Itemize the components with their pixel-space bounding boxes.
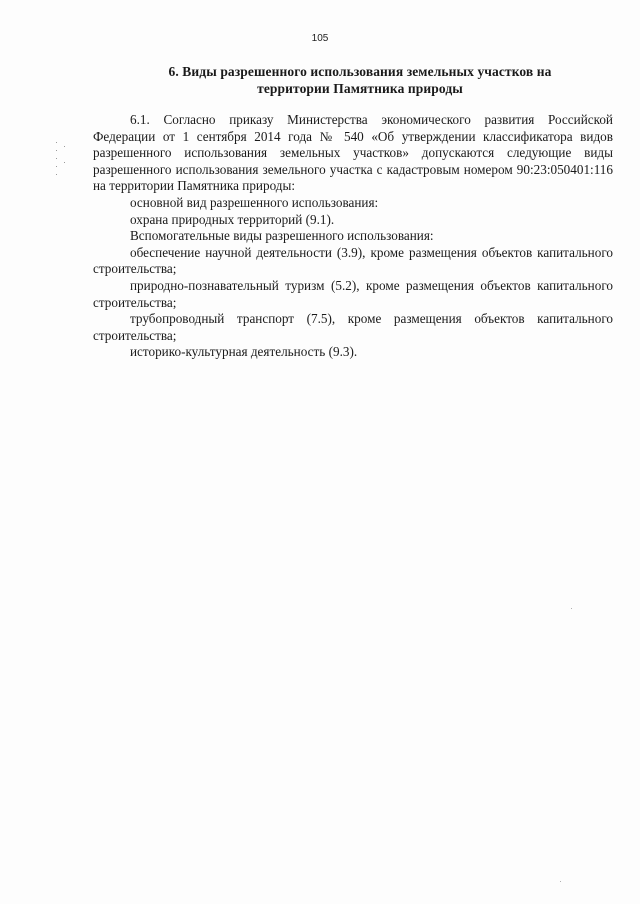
section-heading-line-1: 6. Виды разрешенного использования земельных участков на [168, 64, 552, 79]
list-item-scientific-activity: обеспечение научной деятельности (3.9), кроме размещения объектов капитального строительства; [93, 244, 613, 277]
paragraph-order-reference: 6.1. Согласно приказу Министерства экономического развития Российской Федерации от 1 сентября 2014 года № 540 «Об утверждении классификатора видов разрешенного использования земельных участков» допускаются следующие виды разрешенного использования земельного участка с кадастровым номером 90:23:050401:116 на территории Памятника природы: [93, 112, 613, 194]
paragraph-auxiliary-uses-label: Вспомогательные виды разрешенного использования: [130, 228, 434, 244]
list-item-pipeline-transport: трубопроводный транспорт (7.5), кроме размещения объектов капитального строительства; [93, 311, 613, 343]
section-heading-line-2: территории Памятника природы [257, 81, 463, 96]
margin-scan-marks [52, 140, 72, 200]
document-body [93, 112, 613, 361]
scan-speck [571, 608, 572, 609]
paragraph-main-use-item: охрана природных территорий (9.1). [130, 211, 335, 227]
scan-speck [560, 881, 561, 882]
section-heading [120, 63, 600, 97]
page-number: 105 [311, 33, 329, 44]
list-item-historical-cultural: историко-культурная деятельность (9.3). [130, 344, 358, 360]
list-item-nature-tourism: природно-познавательный туризм (5.2), кроме размещения объектов капитального строительства; [93, 277, 613, 310]
paragraph-main-use-label: основной вид разрешенного использования: [130, 194, 379, 210]
